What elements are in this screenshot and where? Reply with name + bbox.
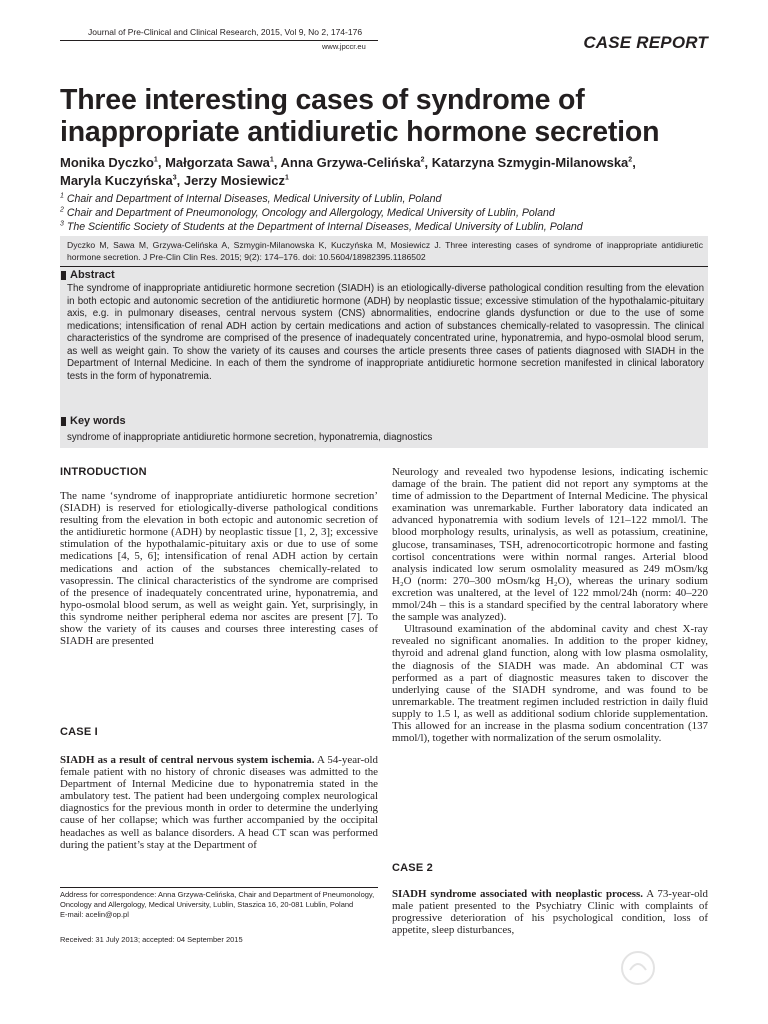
article-title: Three interesting cases of syndrome of inappropriate antidiuretic hormone secretion xyxy=(60,84,660,148)
article-type: CASE REPORT xyxy=(583,33,708,52)
correspondence: Address for correspondence: Anna Grzywa-Celińska, Chair and Department of Pneumonology, Oncology and Allergology, Medical University, Lublin, Staszica 16, 20-081 Lublin, Poland E-mail: acelin@op.pl xyxy=(60,890,378,919)
citation: Dyczko M, Sawa M, Grzywa-Celińska A, Szmygin-Milanowska K, Kuczyńska M, Mosiewicz J. Three interesting cases of syndrome of inappropriate antidiuretic hormone secretion. J Pre-Clin Clin Res. 2015; 9(2): 174–176. doi: 10.5604/18982395.1186502 xyxy=(67,240,703,262)
case2-lead: SIADH syndrome associated with neoplastic process. xyxy=(392,888,643,900)
author: Monika Dyczko xyxy=(60,155,154,170)
author: Jerzy Mosiewicz xyxy=(183,172,286,188)
introduction-text: The name ‘syndrome of inappropriate antidiuretic hormone secretion’ (SIADH) is reserved for etiologically-diverse pathological conditions resulting from the elevation in both ectopic and autonomic secretion of the antidiuretic hormone (ADH) by neoplastic tissue [1, 2, 3]; excessive stimulation of the hypothalamic-pituitary axis or due to use of some medications [4, 5, 6]; intensification of renal ADH action by certain medications and action of the substances chemically-related to vasopressin. The clinical characteristics of the syndrome are comprised of the presence of inadequately concentrated urine, hyponatremia, and hypo-osmolal blood serum, as well as weight gain. Yet, surprisingly, in this syndrome neither peripheral edema nor ascites are present [7]. To show the variety of its causes and courses three interesting cases of SIADH are presented xyxy=(60,490,378,648)
author: Katarzyna Szmygin-Milanowska xyxy=(431,155,629,170)
box-divider xyxy=(60,266,708,267)
author: Maryla Kuczyńska xyxy=(60,172,173,188)
case2-text: SIADH syndrome associated with neoplastic process. A 73-year-old male patient presented to the Psychiatry Clinic with complaints of progressive deterioration of his psychological condition, loss of appetite, sleep disturbances, xyxy=(392,888,708,937)
section-heading-case2: CASE 2 xyxy=(392,862,433,874)
keywords-text: syndrome of inappropriate antidiuretic hormone secretion, hyponatremia, diagnostics xyxy=(67,432,433,443)
journal-header: Journal of Pre-Clinical and Clinical Research, 2015, Vol 9, No 2, 174-176 xyxy=(88,27,363,37)
journal-url[interactable]: www.jpccr.eu xyxy=(322,42,366,51)
affiliations xyxy=(60,192,720,235)
case1-text: SIADH as a result of central nervous system ischemia. A 54-year-old female patient with no history of chronic diseases was admitted to the Department of Internal Medicine due to hyponatremia stated in the ambulatory test. The patient had been undergoing complex neurological diagnostics for the previous month in order to determine the underlying cause of her collapse; which was further accompanied by the occipital headaches as well as balance disorders. A head CT scan was performed during the patient’s stay at the Department of xyxy=(60,754,378,851)
square-bullet-icon xyxy=(61,271,66,280)
section-heading-introduction: INTRODUCTION xyxy=(60,466,147,478)
header-rule xyxy=(60,40,378,41)
affiliation: $^2$ Chair and Department of Pneumonology, Oncology and Allergology, Medical University of Lublin, Poland xyxy=(60,206,555,220)
footer-rule xyxy=(60,887,378,888)
keywords-heading: Key words xyxy=(61,415,126,427)
author-list: Monika Dyczko$^1$, Małgorzata Sawa$^1$, Anna Grzywa-Celińska$^2$, Katarzyna Szmygin-Milanowska$^2$, Maryla Kuczyńska$^3$, Jerzy Mosiewicz$^1$ xyxy=(60,155,636,188)
abstract-text: The syndrome of inappropriate antidiuretic hormone secretion (SIADH) is an etiologically-diverse pathological condition resulting from the elevation in both ectopic and autonomic secretion of the antidiuretic hormone (ADH) by neoplastic tissue; excessive stimulation of the hypothalamic-pituitary axis, e.g. in pulmonary diseases, central nervous system (CNS) abnormalities, endocrine glands dysfunction or due to the use of some medications; intensification of renal ADH action by certain medications and action of substances chemically-related to vasopressin. The clinical characteristics of the syndrome are comprised of the presence of inadequately concentrated urine, hyponatremia, and hypo-osmolal blood serum, as well as weight gain. To show the variety of its causes and courses the article presents three cases of patients diagnosed with SIADH in the Department of Internal Medicine. In each of them the syndrome of inappropriate antidiuretic hormone secretion manifested in clinical laboratory tests in the form of hyponatremia. xyxy=(67,283,704,382)
section-heading-case1: CASE I xyxy=(60,726,98,738)
affiliation: $^1$ Chair and Department of Internal Diseases, Medical University of Lublin, Poland xyxy=(60,192,442,205)
abstract-heading: Abstract xyxy=(61,269,115,281)
affiliation: $^3$ The Scientific Society of Students at the Department of Internal Diseases, Medical University of Lublin, Poland xyxy=(60,220,583,234)
author: Małgorzata Sawa xyxy=(165,155,270,170)
square-bullet-icon xyxy=(61,417,66,426)
correspondence-email[interactable]: E-mail: acelin@op.pl xyxy=(60,909,129,919)
received-dates: Received: 31 July 2013; accepted: 04 September 2015 xyxy=(60,935,243,944)
watermark-icon xyxy=(620,950,656,986)
case1-lead: SIADH as a result of central nervous system ischemia. xyxy=(60,754,315,766)
case1-continued: Neurology and revealed two hypodense lesions, indicating ischemic damage of the brain. The patient did not report any symptoms at the time of admission to the Department of Internal Medicine. The physical examination was unremarkable. Further laboratory data indicated an advanced hyponatremia with sodium levels of 121–122 mmol/l. The blood morphology results, urinalysis, as well as potassium, creatinine, glucose, transaminases, TSH, adrenocorticotropic hormone and fasting cortisol concentrations were within normal ranges. Arterial blood analysis indicated low serum osmolality measured as 249 mOsm/kg H₂O (norm: 270–300 mOsm/kg H₂O), whereas the urinary sodium excretion was unaltered, at the level of 122 mmol/24h (norm: 40–220 mmol/24h – this is a standard specified by the central laboratory where the sample was analyzed). Ultrasound examination of the abdominal cavity and chest X-ray revealed no significant anomalies. In addition to the proper kidney, thyroid and adrenal gland function, along with low plasma osmolality, the diagnosis of the SIADH was made. An abdominal CT was performed as a part of diagnostic measures taken to discover the underlying cause of the SIADH syndrome, and was found to be unremarkable. The treatment regimen included restriction in daily fluid supply to 1.5 l, as well as additional sodium chloride supplementation. This allowed for an increase in the plasma sodium concentration (137 mmol/l), together with normalization of the serum osmolality. xyxy=(392,466,708,745)
author: Anna Grzywa-Celińska xyxy=(280,155,421,170)
